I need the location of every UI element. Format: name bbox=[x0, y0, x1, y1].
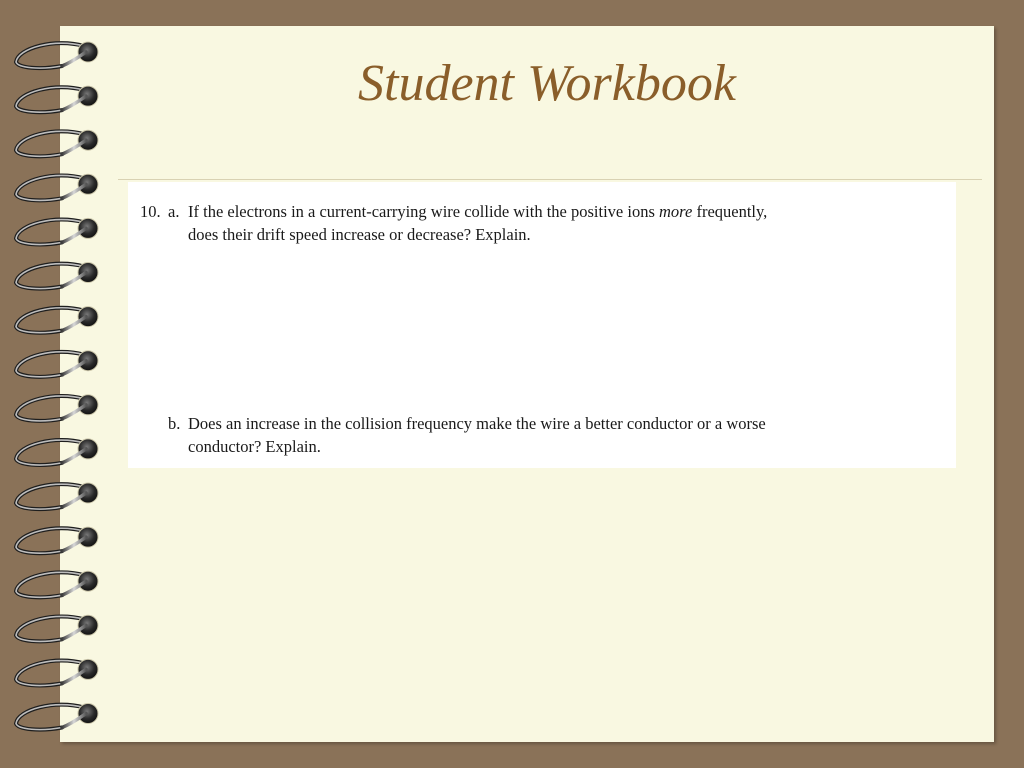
notebook-page bbox=[60, 26, 994, 742]
spiral-coil bbox=[16, 439, 98, 465]
spiral-coil bbox=[16, 659, 98, 685]
spiral-coil bbox=[16, 130, 98, 156]
spiral-coil bbox=[16, 42, 98, 68]
spiral-coil bbox=[16, 571, 98, 597]
part-a-text-end: frequently, bbox=[692, 202, 768, 221]
spiral-binding-icon bbox=[0, 0, 110, 768]
part-a-line-1 bbox=[188, 200, 767, 223]
spiral-coil bbox=[16, 527, 98, 553]
slide-title: Student Workbook bbox=[358, 55, 736, 112]
spiral-coil bbox=[16, 86, 98, 112]
part-a-letter: a. bbox=[168, 202, 180, 221]
part-a-line-2: does their drift speed increase or decrease? Explain. bbox=[188, 225, 531, 244]
spiral-coil bbox=[16, 395, 98, 421]
spiral-coil bbox=[16, 615, 98, 641]
part-a-text-start: If the electrons in a current-carrying wire collide with the positive ions bbox=[188, 202, 660, 221]
spiral-coil bbox=[16, 351, 98, 377]
question-number: 10. bbox=[140, 202, 161, 221]
question-image bbox=[128, 182, 956, 468]
spiral-coil bbox=[16, 483, 98, 509]
spiral-coil bbox=[16, 704, 98, 730]
part-b-letter: b. bbox=[168, 414, 181, 433]
part-a-emphasis: more bbox=[659, 202, 693, 221]
spiral-coil bbox=[16, 174, 98, 200]
title-divider bbox=[118, 179, 982, 180]
spiral-coil bbox=[16, 307, 98, 333]
part-b-line-2: conductor? Explain. bbox=[188, 437, 321, 456]
spiral-coil bbox=[16, 263, 98, 289]
part-b-line-1: Does an increase in the collision frequency make the wire a better conductor or a worse bbox=[188, 414, 766, 433]
spiral-coil bbox=[16, 218, 98, 244]
